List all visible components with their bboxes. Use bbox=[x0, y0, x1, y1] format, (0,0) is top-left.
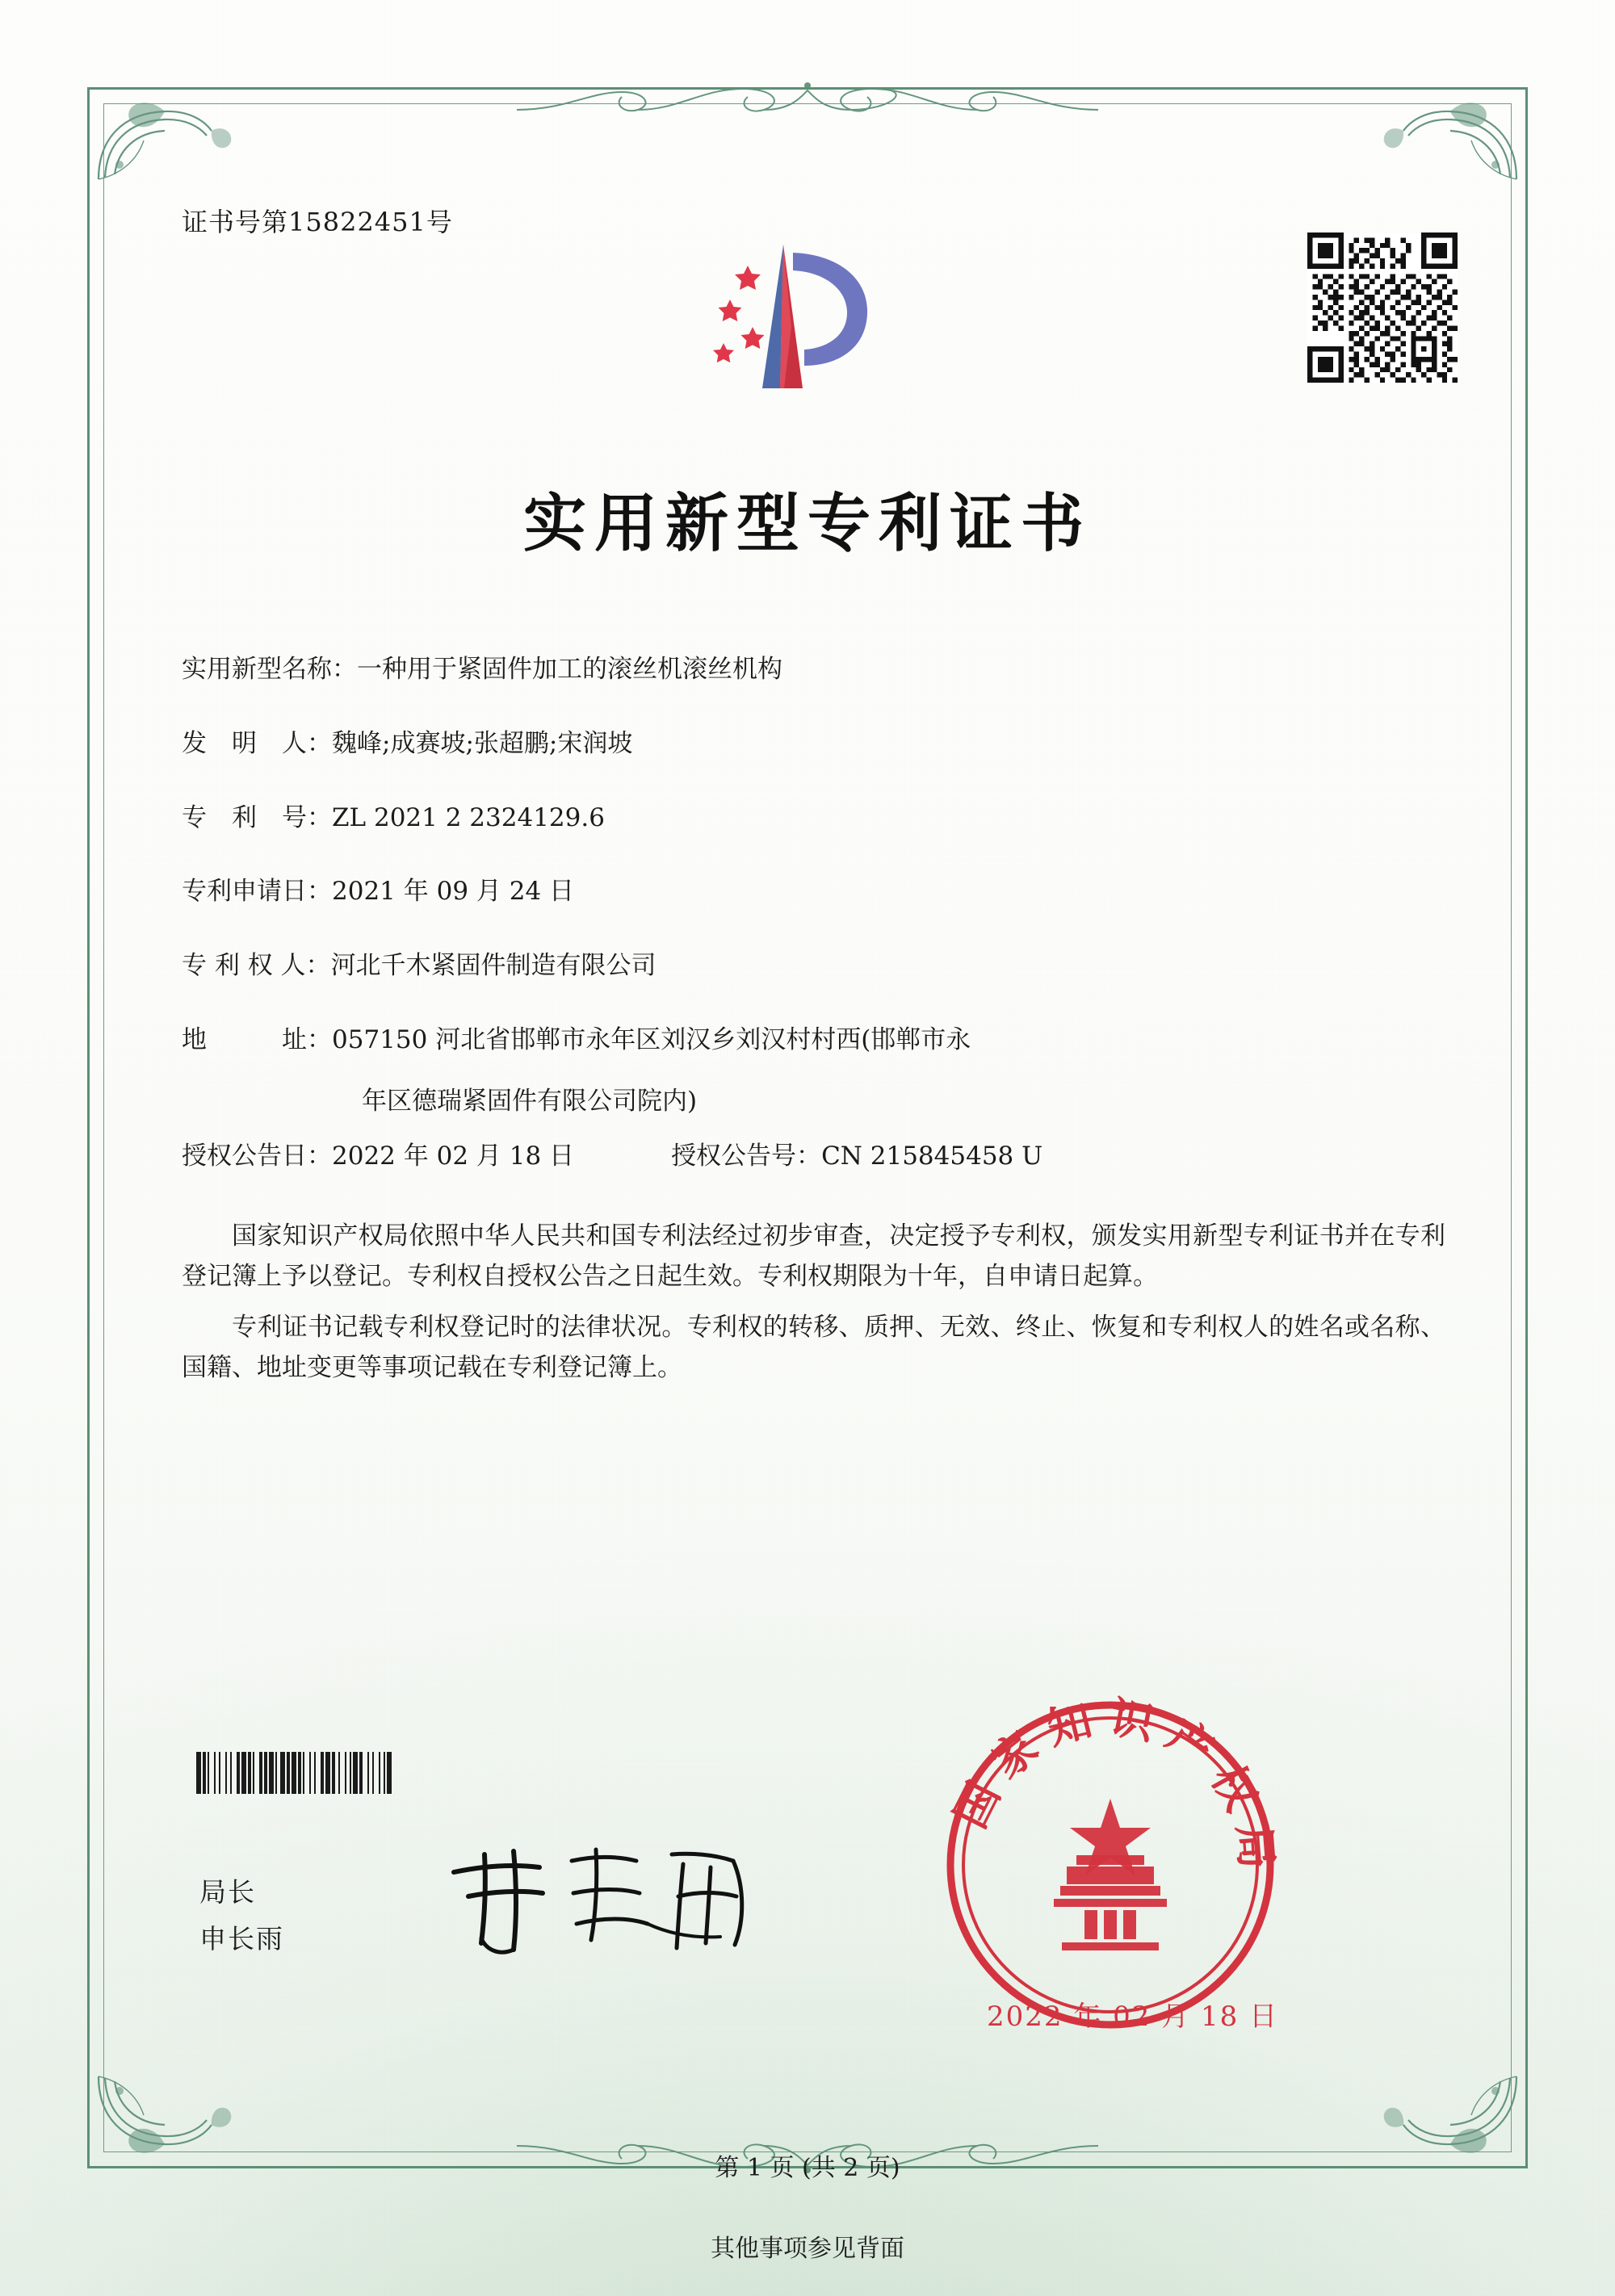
field-value: 2021 年 09 月 24 日 bbox=[332, 877, 575, 907]
barcode bbox=[196, 1752, 600, 1794]
field-value: 一种用于紧固件加工的滚丝机滚丝机构 bbox=[357, 655, 782, 684]
legal-text-block bbox=[182, 1216, 1445, 1388]
field-label: 地 址： bbox=[182, 1024, 332, 1054]
grant-number-label: 授权公告号： bbox=[671, 1142, 822, 1171]
field-address-line2: 年区德瑞紧固件有限公司院内) bbox=[362, 1086, 698, 1116]
field-value: ZL 2021 2 2324129.6 bbox=[332, 802, 605, 832]
director-name: 申长雨 bbox=[199, 1922, 284, 1955]
field-value: 魏峰;成赛坡;张超鹏;宋润坡 bbox=[332, 728, 633, 758]
grant-announcement-row bbox=[182, 1139, 1454, 1174]
grant-date-label: 授权公告日： bbox=[182, 1142, 332, 1171]
certificate-number: 证书号第15822451号 bbox=[182, 207, 453, 237]
field-patentee bbox=[182, 949, 1454, 983]
field-address bbox=[182, 1023, 1454, 1058]
official-seal-icon bbox=[941, 1695, 1280, 2034]
field-label: 专利申请日： bbox=[182, 877, 332, 907]
grant-number-value: CN 215845458 U bbox=[821, 1142, 1043, 1171]
field-value: 河北千木紧固件制造有限公司 bbox=[330, 951, 656, 981]
legal-paragraph: 专利证书记载专利权登记时的法律状况。专利权的转移、质押、无效、终止、恢复和专利权人的姓名或名称、国籍、地址变更等事项记载在专利登记簿上。 bbox=[182, 1312, 1445, 1382]
field-utility-model-name bbox=[182, 652, 1454, 687]
signature-label-block bbox=[199, 1869, 284, 1963]
corner-ornament-icon bbox=[90, 90, 236, 187]
field-value: 057150 河北省邯郸市永年区刘汉乡刘汉村村西(邯郸市永 bbox=[332, 1024, 971, 1054]
top-flourish-icon bbox=[517, 78, 1098, 123]
field-label: 专 利 号： bbox=[182, 802, 332, 832]
legal-paragraph: 国家知识产权局依照中华人民共和国专利法经过初步审查，决定授予专利权，颁发实用新型专利证书并在专利登记簿上予以登记。专利权自授权公告之日起生效。专利权期限为十年，自申请日起算。 bbox=[182, 1221, 1445, 1292]
footnote: 其他事项参见背面 bbox=[711, 2235, 904, 2263]
fields-block bbox=[162, 652, 1454, 1174]
grant-date-value: 2022 年 02 月 18 日 bbox=[332, 1142, 575, 1171]
field-application-date bbox=[182, 874, 1454, 909]
seal-date: 2022 年 02 月 18 日 bbox=[987, 2001, 1279, 2033]
field-label: 专 利 权 人： bbox=[182, 951, 331, 981]
field-patent-number bbox=[182, 801, 1454, 836]
certificate-content bbox=[162, 202, 1454, 1397]
corner-ornament-icon bbox=[1379, 90, 1525, 187]
director-title: 局长 bbox=[199, 1876, 256, 1908]
page-title: 实用新型专利证书 bbox=[522, 487, 1092, 560]
page-indicator: 第 1 页 (共 2 页) bbox=[715, 2154, 900, 2182]
field-inventors bbox=[182, 727, 1454, 761]
svg-text:国家知识产权局: 国家知识产权局 bbox=[944, 1695, 1280, 1883]
field-label: 发 明 人： bbox=[182, 728, 332, 758]
field-label: 实用新型名称： bbox=[182, 655, 357, 684]
handwritten-signature-icon bbox=[436, 1837, 775, 1958]
